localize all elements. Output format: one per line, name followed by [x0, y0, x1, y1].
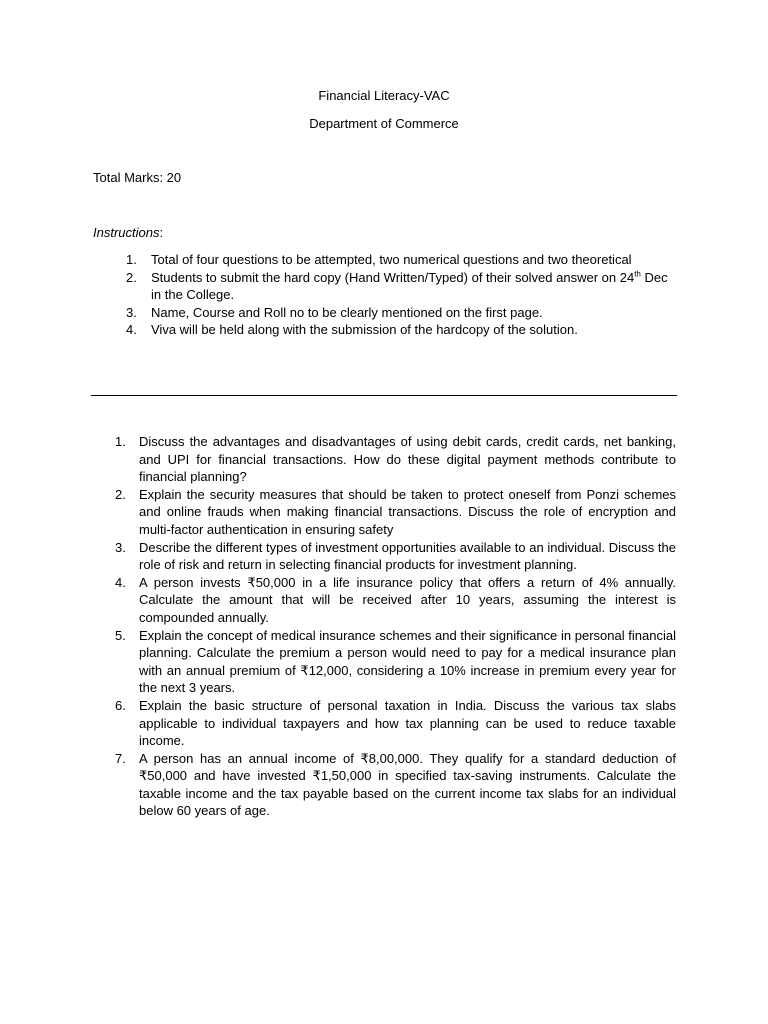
question-number: 2.	[115, 486, 126, 502]
question-item	[115, 486, 676, 539]
instructions-heading	[93, 225, 163, 241]
department-name: Department of Commerce	[309, 116, 459, 131]
question-text: Explain the concept of medical insurance schemes and their significance in personal financial planning. Calculate the premium a person would need to pay for a medical insurance plan with an annual premium of ₹12,000, considering a 10% increase in premium every year for the next 3 years.	[139, 627, 676, 696]
instructions-list	[126, 251, 676, 339]
question-number: 6.	[115, 697, 126, 713]
question-text: Discuss the advantages and disadvantages of using debit cards, credit cards, net banking, and UPI for financial transactions. How do these digital payment methods contribute to financial planning?	[139, 434, 676, 485]
ordinal-superscript: th	[634, 269, 641, 279]
questions-list	[115, 433, 676, 820]
instruction-text	[151, 270, 668, 303]
question-number: 1.	[115, 434, 126, 449]
instructions-heading-text: Instructions	[93, 225, 160, 240]
question-text: Explain the security measures that should be taken to protect oneself from Ponzi schemes and online frauds when making financial transactions. Discuss the role of encryption and multi-factor authentication in ensuring safety	[139, 486, 676, 537]
instructions-heading-colon: :	[159, 225, 164, 240]
question-item	[115, 627, 676, 697]
instruction-text-part: Students to submit the hard copy (Hand Written/Typed) of their solved answer on 24	[151, 269, 635, 285]
instruction-text: Viva will be held along with the submission of the hardcopy of the solution.	[151, 322, 578, 338]
question-item	[115, 433, 676, 486]
question-item	[115, 697, 676, 750]
question-text: Describe the different types of investment opportunities available to an individual. Discuss the role of risk and return in selecting financial products for investment planning.	[139, 539, 676, 573]
question-item	[115, 574, 676, 627]
question-number: 5.	[115, 627, 126, 643]
question-number: 7.	[115, 750, 126, 766]
instruction-number: 2.	[126, 269, 137, 285]
instruction-number: 1.	[126, 252, 137, 267]
question-number: 3.	[115, 539, 126, 555]
question-item	[115, 750, 676, 820]
instruction-text: Total of four questions to be attempted, two numerical questions and two theoretical	[151, 252, 632, 267]
question-text: Explain the basic structure of personal taxation in India. Discuss the various tax slabs applicable to individual taxpayers and how tax planning can be used to reduce taxable income.	[139, 697, 676, 749]
instruction-text: Name, Course and Roll no to be clearly mentioned on the first page.	[151, 304, 543, 320]
instruction-item	[126, 304, 676, 322]
question-text: A person invests ₹50,000 in a life insurance policy that offers a return of 4% annually. Calculate the amount that will be received after 10 years, assuming the interest is compounded annually.	[139, 574, 676, 625]
instruction-number: 3.	[126, 304, 137, 320]
total-marks: Total Marks: 20	[93, 170, 182, 185]
question-number: 4.	[115, 574, 126, 590]
instruction-item	[126, 321, 676, 339]
document-title: Financial Literacy-VAC	[318, 88, 450, 103]
question-text: A person has an annual income of ₹8,00,000. They qualify for a standard deduction of ₹50,000 and have invested ₹1,50,000 in specified tax-saving instruments. Calculate the taxable income and the tax payable based on the current income tax slabs for an individual below 60 years of age.	[139, 750, 676, 819]
section-divider	[91, 395, 677, 396]
instruction-item	[126, 269, 676, 304]
instruction-number: 4.	[126, 322, 137, 338]
instruction-text-part: Dec in the College.	[151, 269, 668, 303]
instruction-item	[126, 251, 676, 269]
question-item	[115, 539, 676, 574]
